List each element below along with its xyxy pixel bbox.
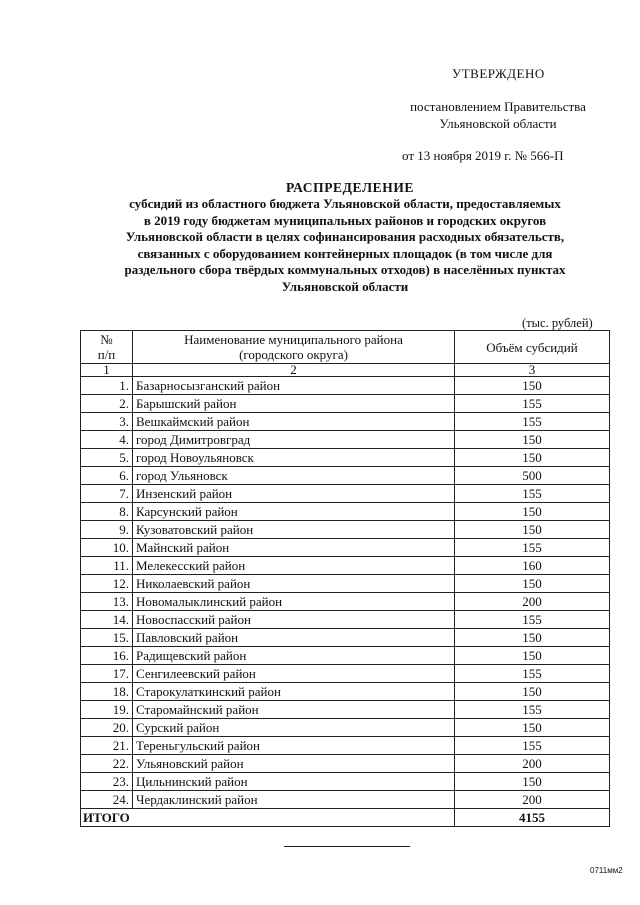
- closing-divider: [284, 846, 410, 847]
- row-district-name: Барышский район: [133, 395, 455, 413]
- row-subsidy-value: 160: [455, 557, 610, 575]
- row-subsidy-value: 150: [455, 773, 610, 791]
- row-number: 7.: [81, 485, 133, 503]
- table-header-row: [81, 331, 610, 364]
- row-number: 19.: [81, 701, 133, 719]
- table-row: [81, 485, 610, 503]
- header-name-line-1: Наименование муниципального района: [184, 332, 403, 347]
- row-number: 1.: [81, 377, 133, 395]
- table-row: [81, 629, 610, 647]
- header-name-line-2: (городского округа): [239, 347, 348, 362]
- row-subsidy-value: 155: [455, 611, 610, 629]
- table-row: [81, 575, 610, 593]
- decree-line-2: Ульяновской области: [439, 116, 557, 131]
- row-subsidy-value: 150: [455, 521, 610, 539]
- subtitle-line: субсидий из областного бюджета Ульяновской области, предоставляемых: [129, 196, 561, 211]
- table-row: [81, 611, 610, 629]
- table-row: [81, 431, 610, 449]
- row-number: 13.: [81, 593, 133, 611]
- column-number: 3: [455, 364, 610, 377]
- row-number: 5.: [81, 449, 133, 467]
- table-row: [81, 557, 610, 575]
- row-district-name: Карсунский район: [133, 503, 455, 521]
- row-district-name: город Ульяновск: [133, 467, 455, 485]
- row-subsidy-value: 155: [455, 539, 610, 557]
- row-district-name: Цильнинский район: [133, 773, 455, 791]
- subtitle-line: в 2019 году бюджетам муниципальных районов и городских округов: [143, 212, 547, 228]
- row-district-name: Сурский район: [133, 719, 455, 737]
- table-row: [81, 647, 610, 665]
- row-subsidy-value: 150: [455, 719, 610, 737]
- row-subsidy-value: 150: [455, 647, 610, 665]
- table-row: [81, 737, 610, 755]
- row-subsidy-value: 500: [455, 467, 610, 485]
- row-number: 16.: [81, 647, 133, 665]
- column-number-row: [81, 364, 610, 377]
- row-subsidy-value: 155: [455, 701, 610, 719]
- row-district-name: Николаевский район: [133, 575, 455, 593]
- document-subtitle: [70, 196, 620, 295]
- total-label: ИТОГО: [81, 809, 455, 827]
- row-district-name: Базарносызганский район: [133, 377, 455, 395]
- row-subsidy-value: 200: [455, 791, 610, 809]
- row-district-name: Ульяновский район: [133, 755, 455, 773]
- row-district-name: город Новоульяновск: [133, 449, 455, 467]
- row-district-name: Павловский район: [133, 629, 455, 647]
- total-row: [81, 809, 610, 827]
- table-row: [81, 521, 610, 539]
- row-number: 20.: [81, 719, 133, 737]
- header-number-abbr: п/п: [97, 347, 116, 362]
- row-number: 15.: [81, 629, 133, 647]
- row-district-name: Сенгилеевский район: [133, 665, 455, 683]
- row-number: 17.: [81, 665, 133, 683]
- row-number: 3.: [81, 413, 133, 431]
- header-value: Объём субсидий: [455, 331, 610, 364]
- header-number-symbol: №: [100, 332, 113, 347]
- row-number: 22.: [81, 755, 133, 773]
- row-subsidy-value: 150: [455, 503, 610, 521]
- table-row: [81, 467, 610, 485]
- row-number: 2.: [81, 395, 133, 413]
- row-district-name: Тереньгульский район: [133, 737, 455, 755]
- row-subsidy-value: 155: [455, 665, 610, 683]
- row-district-name: Мелекесский район: [133, 557, 455, 575]
- row-district-name: Инзенский район: [133, 485, 455, 503]
- table-row: [81, 449, 610, 467]
- row-number: 8.: [81, 503, 133, 521]
- row-district-name: город Димитровград: [133, 431, 455, 449]
- row-subsidy-value: 200: [455, 593, 610, 611]
- row-subsidy-value: 155: [455, 395, 610, 413]
- document-title: РАСПРЕДЕЛЕНИЕ: [285, 180, 415, 195]
- row-subsidy-value: 150: [455, 629, 610, 647]
- subtitle-line: раздельного сбора твёрдых коммунальных отходов) в населённых пунктах: [124, 262, 566, 277]
- row-number: 6.: [81, 467, 133, 485]
- table-row: [81, 791, 610, 809]
- subtitle-line: Ульяновской области: [281, 278, 409, 294]
- row-district-name: Старокулаткинский район: [133, 683, 455, 701]
- document-code: 0711мм2: [590, 866, 623, 875]
- table-row: [81, 413, 610, 431]
- table-row: [81, 539, 610, 557]
- row-subsidy-value: 155: [455, 737, 610, 755]
- row-number: 23.: [81, 773, 133, 791]
- row-number: 10.: [81, 539, 133, 557]
- table-row: [81, 593, 610, 611]
- row-subsidy-value: 150: [455, 431, 610, 449]
- table-row: [81, 683, 610, 701]
- column-number: 1: [81, 364, 133, 377]
- row-district-name: Новоспасский район: [133, 611, 455, 629]
- table-row: [81, 701, 610, 719]
- unit-label: (тыс. рублей): [522, 316, 593, 330]
- row-number: 12.: [81, 575, 133, 593]
- row-subsidy-value: 150: [455, 683, 610, 701]
- row-number: 11.: [81, 557, 133, 575]
- row-district-name: Старомайнский район: [133, 701, 455, 719]
- row-district-name: Радищевский район: [133, 647, 455, 665]
- decree-line-1: постановлением Правительства: [410, 99, 586, 114]
- row-subsidy-value: 155: [455, 485, 610, 503]
- row-subsidy-value: 200: [455, 755, 610, 773]
- row-district-name: Вешкаймский район: [133, 413, 455, 431]
- table-row: [81, 665, 610, 683]
- row-subsidy-value: 150: [455, 575, 610, 593]
- table-row: [81, 395, 610, 413]
- total-value: 4155: [455, 809, 610, 827]
- decree-date: от 13 ноября 2019 г. № 566-П: [402, 148, 564, 163]
- table-row: [81, 773, 610, 791]
- row-number: 24.: [81, 791, 133, 809]
- header-number: [81, 331, 133, 364]
- row-district-name: Кузоватовский район: [133, 521, 455, 539]
- subtitle-line: Ульяновской области в целях софинансирования расходных обязательств,: [125, 229, 565, 244]
- decree-reference: [380, 98, 616, 132]
- row-number: 21.: [81, 737, 133, 755]
- row-number: 9.: [81, 521, 133, 539]
- table-row: [81, 719, 610, 737]
- header-name: [133, 331, 455, 364]
- row-subsidy-value: 155: [455, 413, 610, 431]
- approval-stamp: УТВЕРЖДЕНО: [452, 66, 545, 81]
- row-number: 18.: [81, 683, 133, 701]
- column-number: 2: [133, 364, 455, 377]
- row-subsidy-value: 150: [455, 449, 610, 467]
- row-number: 14.: [81, 611, 133, 629]
- table-row: [81, 377, 610, 395]
- table-row: [81, 755, 610, 773]
- row-number: 4.: [81, 431, 133, 449]
- row-district-name: Чердаклинский район: [133, 791, 455, 809]
- subtitle-line: связанных с оборудованием контейнерных площадок (в том числе для: [137, 245, 553, 261]
- table-row: [81, 503, 610, 521]
- subsidy-table: [80, 330, 610, 827]
- row-district-name: Майнский район: [133, 539, 455, 557]
- row-subsidy-value: 150: [455, 377, 610, 395]
- row-district-name: Новомалыклинский район: [133, 593, 455, 611]
